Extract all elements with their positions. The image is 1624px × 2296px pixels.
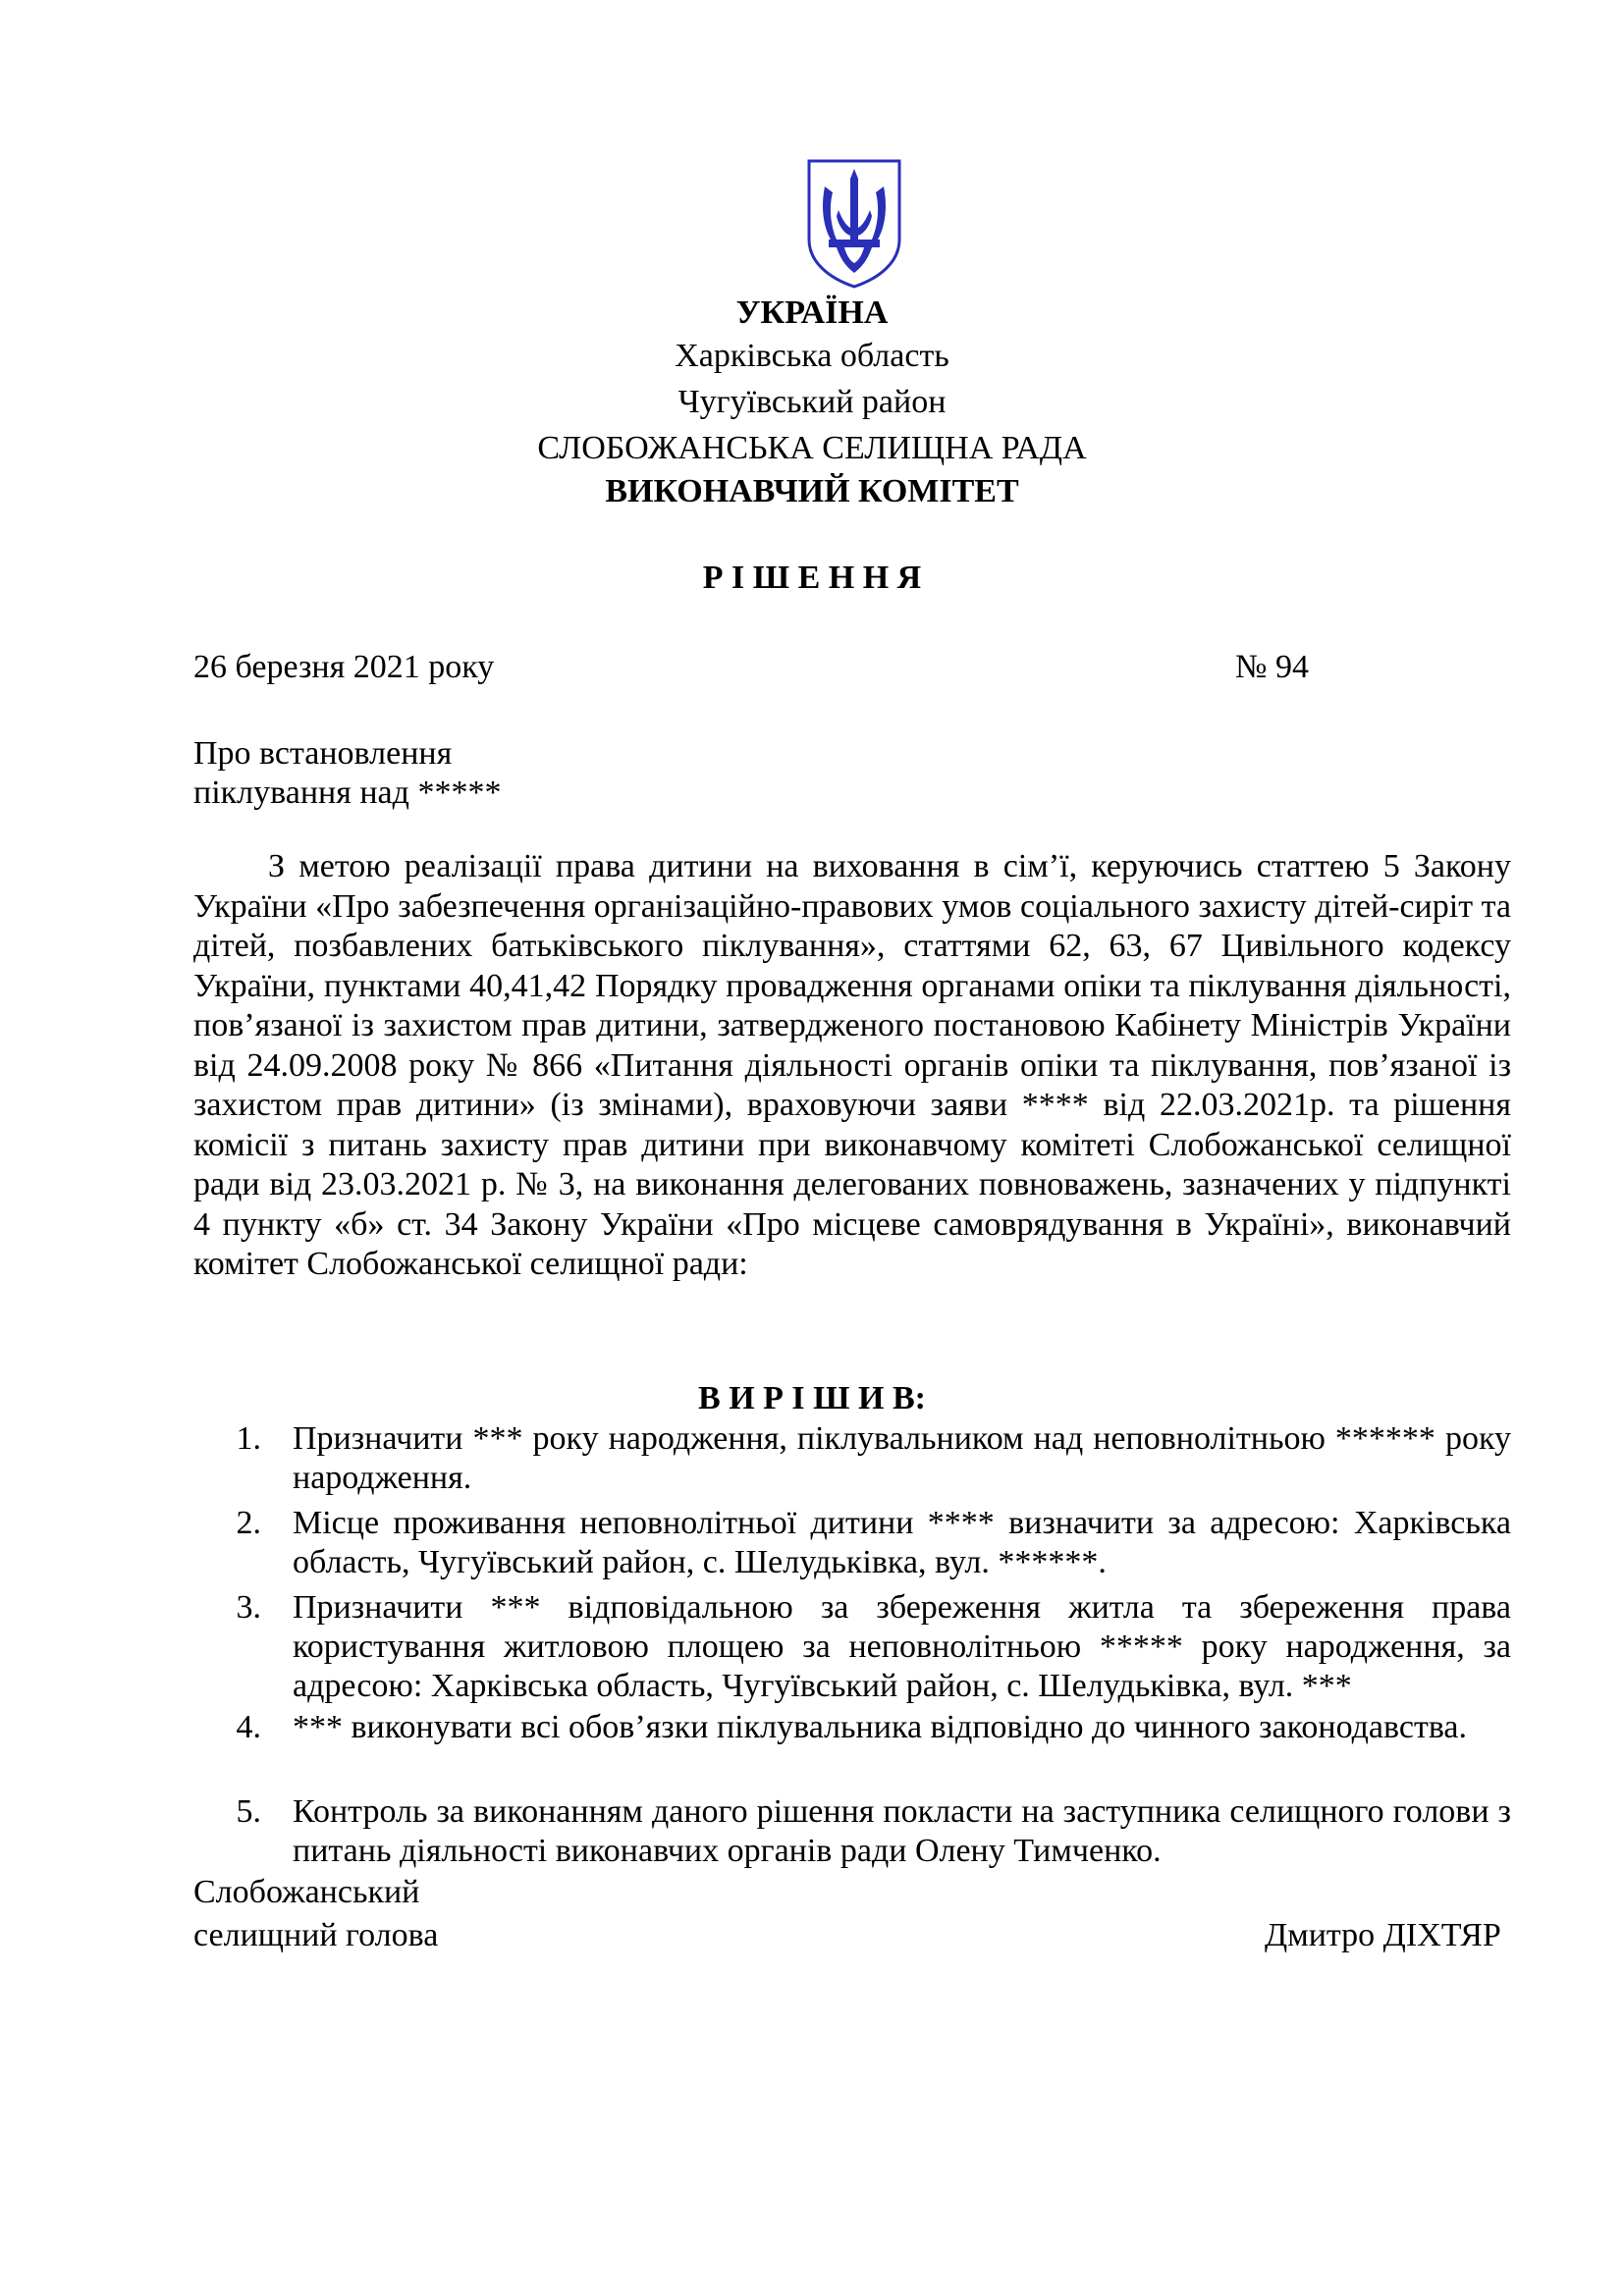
signatory-title-line-2: селищний голова [193, 1917, 439, 1953]
raion-line: Чугуївський район [677, 384, 947, 420]
item-number: 3. [236, 1589, 261, 1626]
signatory-title-line-1: Слобожанський [193, 1874, 420, 1910]
decision-item-1: Призначити *** року народження, піклувальником над неповнолітньою ****** року народження. [293, 1420, 1511, 1496]
signatory-name: Дмитро ДІХТЯР [1265, 1917, 1501, 1953]
subject-line-1: Про встановлення [193, 735, 453, 772]
council-name: СЛОБОЖАНСЬКА СЕЛИЩНА РАДА [537, 430, 1087, 466]
item-number: 5. [236, 1793, 261, 1830]
document-type-heading: Р І Ш Е Н Н Я [702, 560, 922, 596]
item-number: 2. [236, 1505, 261, 1541]
decision-item-4: *** виконувати всі обов’язки піклувальника відповідно до чинного законодавства. [293, 1709, 1468, 1745]
decision-item-5: Контроль за виконанням даного рішення покласти на заступника селищного голови з питань діяльності виконавчих органів ради Олену Тимченко. [293, 1793, 1511, 1869]
preamble-paragraph: З метою реалізації права дитини на виховання в сім’ї, керуючись статтею 5 Закону України «Про забезпечення організаційно-правових умов соціального захисту дітей-сиріт та дітей, позбавлених батьківського піклування», статтями 62, 63, 67 Цивільного кодексу України, пунктами 40,41,42 Порядку провадження органами опіки та піклування діяльності, пов’язаної із захистом прав дитини, затвердженого постановою Кабінету Міністрів України від 24.09.2008 року № 866 «Питання діяльності органів опіки та піклування, пов’язаної із захистом прав дитини» (із змінами), враховуючи заяви **** від 22.03.2021р. та рішення комісії з питань захисту прав дитини при виконавчому комітеті Слобожанської селищної ради від 23.03.2021 р. № 3, на виконання делегованих повноважень, зазначених у підпункті 4 пункту «б» ст. 34 Закону України «Про місцеве самоврядування в Україні», виконавчий комітет Слобожанської селищної ради: [193, 848, 1511, 1282]
item-number: 1. [236, 1420, 261, 1457]
decision-item-3: Призначити *** відповідальною за збереження житла та збереження права користування житловою площею за неповнолітньою ***** року народження, за адресою: Харківська область, Чугуївський район, с. Шелудьківка, вул. *** [293, 1589, 1511, 1704]
decision-date: 26 березня 2021 року [193, 649, 495, 685]
country-title: УКРАЇНА [735, 294, 889, 331]
item-number: 4. [236, 1709, 261, 1745]
subject-line-2: піклування над ***** [193, 774, 502, 811]
decided-heading: В И Р І Ш И В: [698, 1380, 926, 1416]
trident-emblem-icon [803, 157, 905, 290]
committee-name: ВИКОНАВЧИЙ КОМІТЕТ [605, 473, 1019, 509]
decision-item-2: Місце проживання неповнолітньої дитини **** визначити за адресою: Харківська область, Чугуївський район, с. Шелудьківка, вул. ******. [293, 1505, 1511, 1580]
decision-number: № 94 [1235, 649, 1309, 685]
oblast-line: Харківська область [675, 338, 949, 374]
